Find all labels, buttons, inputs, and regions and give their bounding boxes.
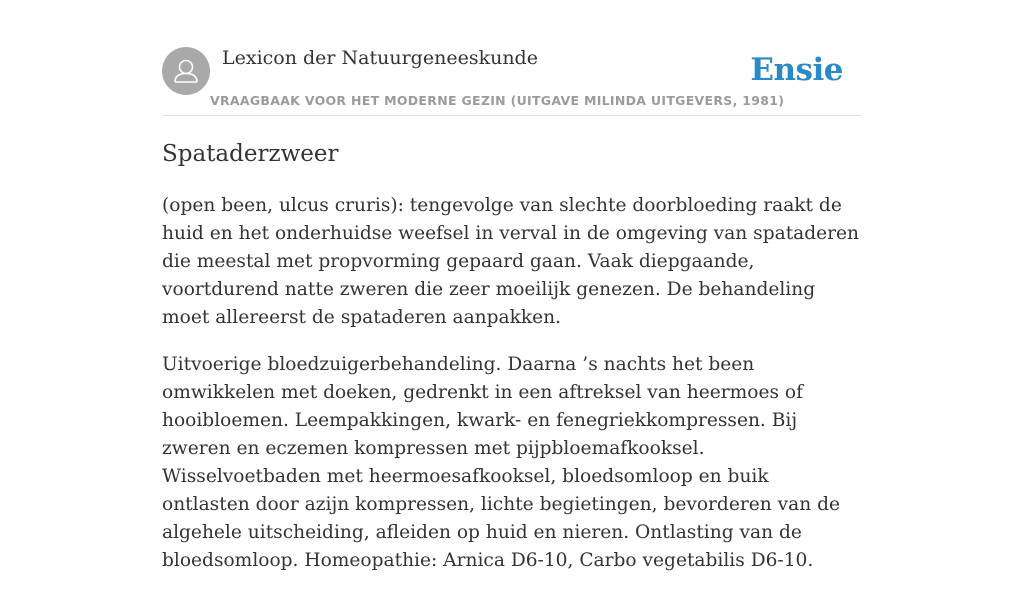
ensie-logo[interactable]: Ensie xyxy=(750,52,843,88)
article-title: Spataderzweer xyxy=(162,141,339,167)
user-silhouette-icon xyxy=(162,47,210,95)
article-paragraph: Uitvoerige bloedzuigerbehandeling. Daarna ’s nachts het been omwikkelen met doeken, gedrenkt in een aftreksel van heermoes of hooibloemen. Leempakkingen, kwark- en fenegriekkompressen. Bij zweren en eczemen kompressen met pijpbloemafkooksel. Wisselvoetbaden met heermoesafkooksel, bloedsomloop en buik ontlasten door azijn kompressen, lichte begietingen, bevorderen van de algehele uitscheiding, afleiden op huid en nieren. Ontlasting van de bloedsomloop. Homeopathie: Arnica D6-10, Carbo vegetabilis D6-10. xyxy=(162,354,840,571)
source-title-link[interactable]: Lexicon der Natuurgeneeskunde xyxy=(222,47,538,69)
article-body xyxy=(162,192,862,594)
source-subtitle: VRAAGBAAK VOOR HET MODERNE GEZIN (UITGAVE MILINDA UITGEVERS, 1981) xyxy=(210,93,785,108)
page-container xyxy=(162,0,862,571)
source-header xyxy=(162,0,862,116)
user-avatar-icon[interactable] xyxy=(162,47,210,95)
article-paragraph: (open been, ulcus cruris): tengevolge van slechte doorbloeding raakt de huid en het onderhuidse weefsel in verval in de omgeving van spataderen die meestal met propvorming gepaard gaan. Vaak diepgaande, voortdurend natte zweren die zeer moeilijk genezen. De behandeling moet allereerst de spataderen aanpakken. xyxy=(162,195,860,328)
